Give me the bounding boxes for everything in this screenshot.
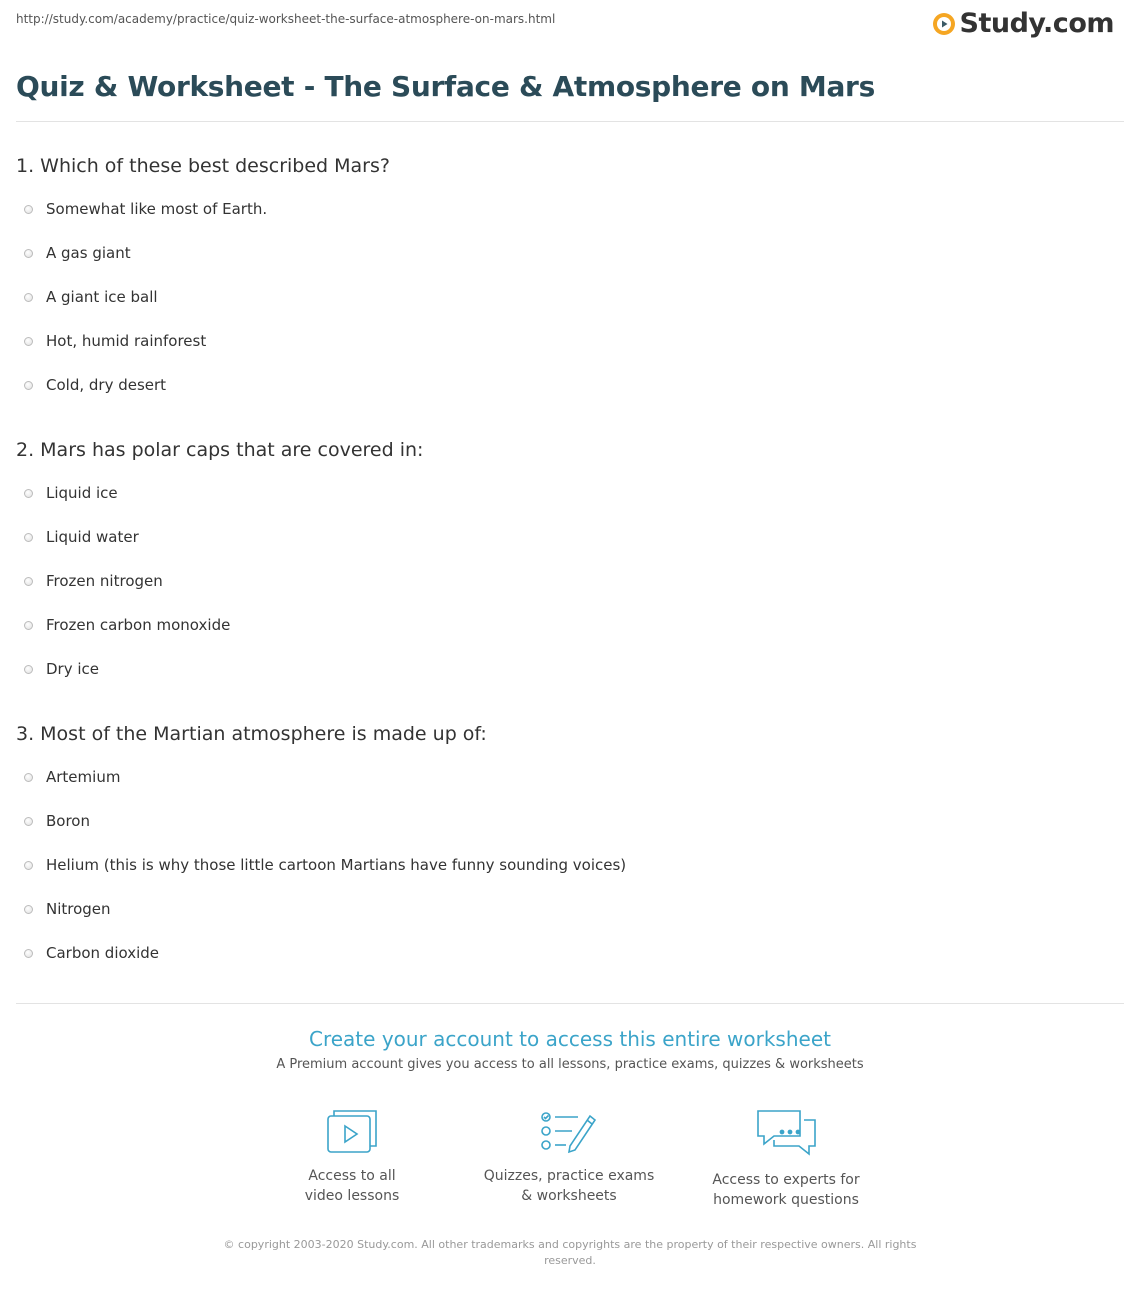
radio-button[interactable] xyxy=(24,293,33,302)
feature-label: Access to all video lessons xyxy=(304,1168,400,1204)
answer-option[interactable] xyxy=(24,288,158,306)
radio-button[interactable] xyxy=(24,665,33,674)
feature-quizzes xyxy=(469,1108,669,1206)
feature-video-lessons xyxy=(252,1108,452,1206)
radio-button[interactable] xyxy=(24,861,33,870)
answer-option[interactable] xyxy=(24,812,90,830)
answer-option[interactable] xyxy=(24,944,159,962)
answer-option[interactable] xyxy=(24,332,206,350)
answer-option[interactable] xyxy=(24,768,120,786)
radio-button[interactable] xyxy=(24,817,33,826)
radio-button[interactable] xyxy=(24,205,33,214)
copyright: © copyright 2003-2020 Study.com. All other trademarks and copyrights are the property of their respective owners. All rights reserved. xyxy=(223,1238,917,1267)
study-play-icon xyxy=(932,12,956,36)
option-label: A gas giant xyxy=(46,244,131,262)
answer-option[interactable] xyxy=(24,660,99,678)
answer-option[interactable] xyxy=(24,616,230,634)
question-3: 3. Most of the Martian atmosphere is made up of: xyxy=(16,723,487,745)
answer-option[interactable] xyxy=(24,528,139,546)
study-logo[interactable] xyxy=(932,8,1114,39)
radio-button[interactable] xyxy=(24,905,33,914)
video-play-icon xyxy=(326,1108,378,1154)
radio-button[interactable] xyxy=(24,337,33,346)
radio-button[interactable] xyxy=(24,489,33,498)
option-label: Hot, humid rainforest xyxy=(46,332,207,350)
checklist-pencil-icon xyxy=(540,1108,598,1154)
radio-button[interactable] xyxy=(24,249,33,258)
radio-button[interactable] xyxy=(24,533,33,542)
option-label: Nitrogen xyxy=(46,900,111,918)
answer-option[interactable] xyxy=(24,376,166,394)
option-label: Liquid ice xyxy=(46,484,118,502)
radio-button[interactable] xyxy=(24,773,33,782)
option-label: Boron xyxy=(46,812,90,830)
page-url: http://study.com/academy/practice/quiz-worksheet-the-surface-atmosphere-on-mars.html xyxy=(16,12,556,26)
feature-label: Quizzes, practice exams & worksheets xyxy=(483,1168,655,1204)
option-label: Liquid water xyxy=(46,528,139,546)
cta-title[interactable]: Create your account to access this entire worksheet xyxy=(309,1027,831,1051)
answer-option[interactable] xyxy=(24,572,163,590)
radio-button[interactable] xyxy=(24,949,33,958)
cta-subtitle: A Premium account gives you access to all lessons, practice exams, quizzes & worksheets xyxy=(276,1057,864,1072)
option-label: Frozen nitrogen xyxy=(46,572,163,590)
feature-label: Access to experts for homework questions xyxy=(712,1172,860,1208)
option-label: Frozen carbon monoxide xyxy=(46,616,231,634)
question-1: 1. Which of these best described Mars? xyxy=(16,155,390,177)
radio-button[interactable] xyxy=(24,381,33,390)
page-title: Quiz & Worksheet - The Surface & Atmosphere on Mars xyxy=(16,70,875,103)
answer-option[interactable] xyxy=(24,484,118,502)
radio-button[interactable] xyxy=(24,577,33,586)
answer-option[interactable] xyxy=(24,900,111,918)
option-label: Helium (this is why those little cartoon Martians have funny sounding voices) xyxy=(46,856,627,874)
option-label: Somewhat like most of Earth. xyxy=(46,200,268,218)
feature-experts xyxy=(686,1108,886,1210)
option-label: Dry ice xyxy=(46,660,100,678)
option-label: Artemium xyxy=(46,768,121,786)
option-label: Cold, dry desert xyxy=(46,376,167,394)
chat-bubbles-icon xyxy=(754,1108,818,1158)
section-divider xyxy=(16,1003,1124,1004)
radio-button[interactable] xyxy=(24,621,33,630)
title-divider xyxy=(16,121,1124,122)
question-2: 2. Mars has polar caps that are covered in: xyxy=(16,439,424,461)
logo-text: Study.com xyxy=(959,8,1114,39)
answer-option[interactable] xyxy=(24,244,131,262)
option-label: Carbon dioxide xyxy=(46,944,160,962)
answer-option[interactable] xyxy=(24,200,267,218)
answer-option[interactable] xyxy=(24,856,626,874)
option-label: A giant ice ball xyxy=(46,288,158,306)
